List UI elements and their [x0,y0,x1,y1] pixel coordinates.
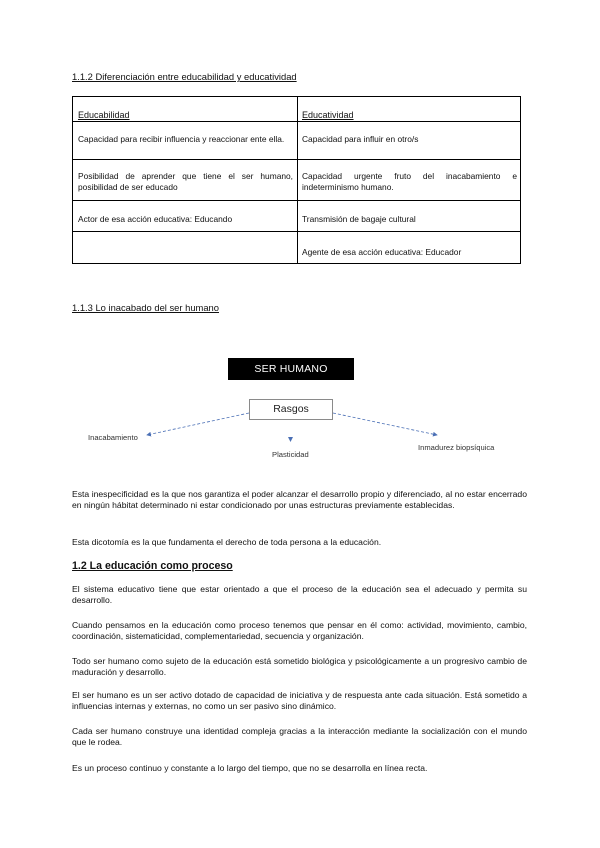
arrow-to-inacabamiento [147,413,249,435]
paragraph: Esta inespecificidad es la que nos garantiza el poder alcanzar el desarrollo propio y diferenciado, al no estar encerrado en ningún hábitat determinado ni estar condicionado por unas estructuras previamente establecidas. [72,489,527,511]
arrow-to-plasticidad [288,437,293,442]
table-cell: Agente de esa acción educativa: Educador [302,247,462,257]
paragraph: Cuando pensamos en la educación como proceso tenemos que pensar en él como: actividad, movimiento, cambio, coordinación, sistematicidad, complementariedad, secuencia y organización. [72,620,527,642]
diagram-label-inmadurez: Inmadurez biopsíquica [418,443,495,452]
section-title-1-1-2: 1.1.2 Diferenciación entre educabilidad y educatividad [72,71,297,82]
table-cell: Actor de esa acción educativa: Educando [78,214,233,224]
table-cell: Capacidad para recibir influencia y reaccionar ente ella. [78,134,285,144]
section-title-1-1-3: 1.1.3 Lo inacabado del ser humano [72,302,219,313]
diagram-label-plasticidad: Plasticidad [272,450,309,459]
table-cell: Transmisión de bagaje cultural [302,214,416,224]
section-title-1-2: 1.2 La educación como proceso [72,560,233,572]
arrow-to-inmadurez [333,413,437,435]
paragraph: Todo ser humano como sujeto de la educación está sometido biológica y psicológicamente a un progresivo cambio de maduración y desarrollo. [72,656,527,678]
paragraph: El ser humano es un ser activo dotado de capacidad de iniciativa y de respuesta ante cada situación. Está sometido a influencias internas y externas, no como un ser pasivo sino dinámico. [72,690,527,712]
diagram-box-ser-humano: SER HUMANO [228,358,354,380]
table-cell: Capacidad urgente fruto del inacabamiento e indeterminismo humano. [302,171,517,192]
paragraph: Es un proceso continuo y constante a lo largo del tiempo, que no se desarrolla en línea recta. [72,763,428,773]
diagram-label-inacabamiento: Inacabamiento [88,433,138,442]
table-header-educabilidad: Educabilidad [78,110,130,120]
paragraph: El sistema educativo tiene que estar orientado a que el proceso de la educación sea el adecuado y permita su desarrollo. [72,584,527,606]
table-header-educatividad: Educatividad [302,110,354,120]
diagram-box-rasgos: Rasgos [249,399,333,420]
paragraph: Esta dicotomía es la que fundamenta el derecho de toda persona a la educación. [72,537,382,547]
table-cell: Capacidad para influir en otro/s [302,134,419,144]
table-cell: Posibilidad de aprender que tiene el ser humano, posibilidad de ser educado [78,171,293,192]
paragraph: Cada ser humano construye una identidad compleja gracias a la interacción mediante la socialización con el mundo que le rodea. [72,726,527,748]
